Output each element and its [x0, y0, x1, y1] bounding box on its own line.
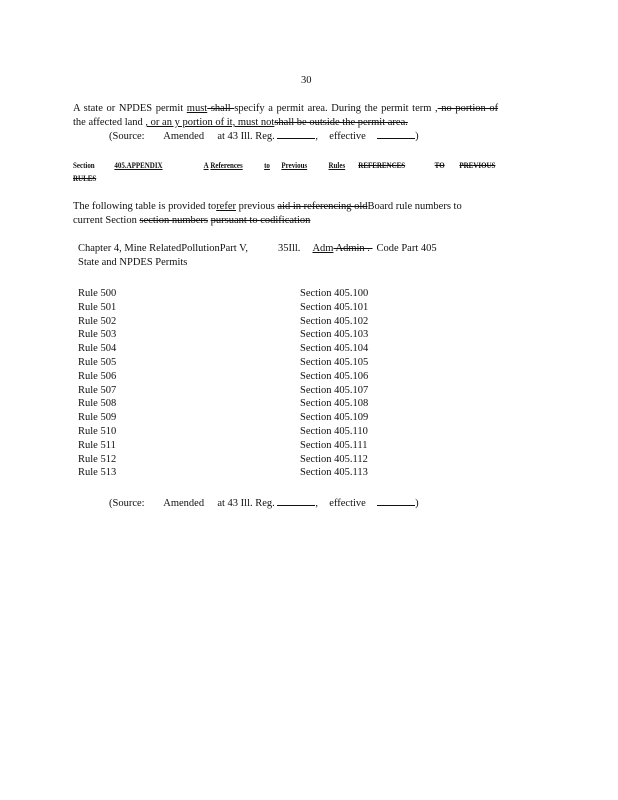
source2-at-reg: at 43 Ill. Reg. [217, 498, 275, 509]
para2-line1 [73, 200, 462, 213]
deleted-pursuant-to-codification: pursuant to codification [210, 215, 311, 226]
source-effective: effective [329, 131, 366, 142]
table-row [0, 328, 618, 341]
effective-blank-2 [377, 496, 415, 506]
section-number: Section 405.107 [300, 384, 369, 396]
rule-number: Rule 500 [78, 288, 117, 299]
heading-a: A [203, 160, 209, 170]
inserted-adm: Adm [312, 243, 334, 254]
para2-text-a: The following table is provided to [73, 201, 217, 212]
para1-text-b: specify a permit area. During the permit term , [234, 103, 438, 114]
source-open: (Source: [109, 131, 145, 142]
para1-text-a: A state or NPDES permit [73, 103, 187, 114]
heading-appendix: 405.APPENDIX [114, 160, 163, 170]
header-ill: Ill. [288, 243, 301, 254]
heading-section: Section [73, 160, 95, 170]
rule-number: Rule 506 [78, 370, 117, 382]
source2-close: ) [415, 498, 419, 509]
header-code-part: Code Part 405 [376, 243, 437, 254]
section-number: Section 405.108 [300, 398, 369, 410]
heading-references: References [210, 160, 243, 170]
section-number: Section 405.112 [300, 453, 368, 465]
table-row [0, 453, 618, 466]
rule-number: Rule 512 [78, 453, 117, 465]
section-number: Section 405.106 [300, 370, 369, 382]
page-number: 30 [301, 75, 312, 86]
table-row [0, 287, 618, 300]
section-number: Section 405.111 [300, 439, 368, 451]
rule-number: Rule 502 [78, 315, 117, 327]
para1-line1 [73, 102, 498, 115]
table-row [0, 411, 618, 424]
header-part-v: Part V, [219, 243, 248, 254]
source-amended: Amended [163, 131, 205, 142]
table-row [0, 384, 618, 397]
source2-open: (Source: [109, 498, 145, 509]
table-header-line1 [78, 242, 437, 255]
table-row [0, 439, 618, 452]
para1-line2-a: the affected land [73, 117, 146, 128]
para2-line2 [73, 214, 310, 227]
para2-text-b: previous [236, 201, 278, 212]
rule-number: Rule 503 [78, 329, 117, 341]
section-number: Section 405.109 [300, 412, 369, 424]
inserted-or-any-portion: , or an y portion of it, must not [145, 117, 275, 128]
table-row [0, 315, 618, 328]
heading-to-caps: TO [434, 160, 445, 170]
table-row [0, 466, 618, 479]
source-note-2 [109, 496, 419, 510]
section-number: Section 405.105 [300, 357, 369, 368]
rule-number: Rule 501 [78, 301, 117, 313]
header-chapter: Chapter 4, Mine Related [78, 243, 182, 254]
para2-line2-a: current Section [73, 215, 140, 226]
inserted-refer: refer [216, 201, 236, 212]
heading-rules: Rules [328, 160, 346, 170]
source-note-1 [109, 129, 419, 143]
heading-rules-caps: RULES [73, 173, 97, 183]
rule-number: Rule 513 [78, 467, 117, 479]
deleted-section-numbers: section numbers [139, 215, 209, 226]
table-row [0, 356, 618, 369]
appendix-heading [73, 159, 495, 172]
section-number: Section 405.103 [300, 329, 369, 341]
section-number: Section 405.104 [300, 343, 369, 355]
heading-rules-line [73, 172, 96, 185]
section-number: Section 405.102 [300, 315, 369, 327]
deleted-admin: Admin . [333, 243, 373, 254]
source2-comma: , [315, 498, 319, 509]
para2-text-c: Board rule numbers to [367, 201, 462, 212]
rule-number: Rule 508 [78, 398, 117, 410]
table-row [0, 370, 618, 383]
source-comma: , [315, 131, 319, 142]
heading-previous-caps: PREVIOUS [459, 160, 496, 170]
deleted-no-portion-of: no portion of [437, 103, 499, 114]
rule-number: Rule 504 [78, 343, 117, 355]
heading-previous: Previous [281, 160, 308, 170]
source2-amended: Amended [163, 498, 205, 509]
deleted-aid-in-referencing-old: aid in referencing old [277, 201, 368, 212]
heading-to: to [264, 160, 270, 170]
section-number: Section 405.110 [300, 426, 368, 437]
header-35: 35 [277, 243, 289, 254]
source-at-reg: at 43 Ill. Reg. [217, 131, 275, 142]
source-close: ) [415, 131, 419, 142]
rule-number: Rule 507 [78, 384, 117, 396]
section-number: Section 405.100 [300, 288, 369, 299]
rule-number: Rule 505 [78, 357, 117, 368]
section-number: Section 405.113 [300, 467, 368, 479]
table-header-line2: State and NPDES Permits [78, 257, 188, 268]
source2-effective: effective [329, 498, 366, 509]
header-pollution: Pollution [181, 243, 220, 254]
rule-number: Rule 510 [78, 426, 117, 437]
para1-line2 [73, 116, 408, 129]
section-number: Section 405.101 [300, 301, 369, 313]
table-row [0, 397, 618, 410]
reg-blank-2 [277, 496, 315, 506]
rule-number: Rule 509 [78, 412, 117, 424]
reg-blank [277, 129, 315, 139]
deleted-shall: shall [207, 103, 235, 114]
effective-blank [377, 129, 415, 139]
inserted-must: must [186, 103, 208, 114]
table-row [0, 301, 618, 314]
rule-number: Rule 511 [78, 439, 116, 451]
deleted-shall-2: shall be outside the permit area. [274, 117, 408, 128]
heading-references-caps: REFERENCES [358, 160, 406, 170]
table-row [0, 342, 618, 355]
table-row [0, 425, 618, 438]
